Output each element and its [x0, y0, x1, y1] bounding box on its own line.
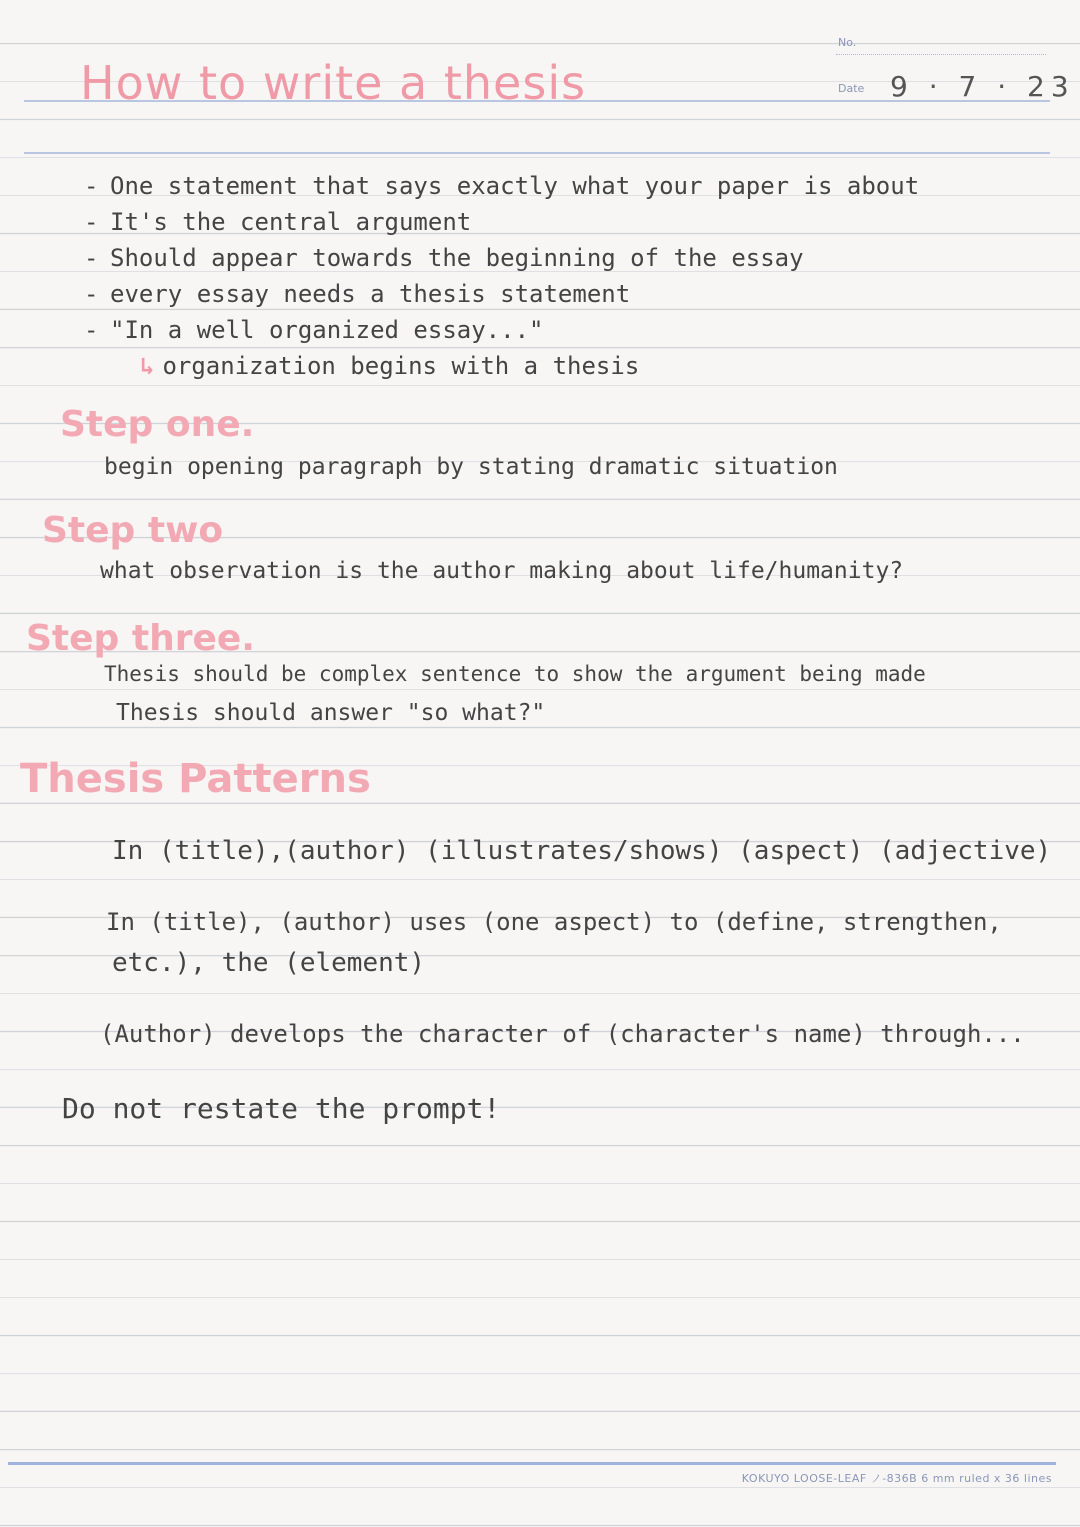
dash-icon: -: [84, 244, 99, 272]
list-item: - One statement that says exactly what your paper is about: [84, 168, 919, 204]
number-line: [836, 54, 1046, 55]
paper-brand: KOKUYO LOOSE-LEAF ノ-836B 6 mm ruled x 36 lines: [741, 1472, 1052, 1485]
dash-icon: -: [84, 280, 99, 308]
step-two-heading: Step two: [42, 510, 224, 551]
date-label: Date: [838, 82, 865, 95]
step-one-text: begin opening paragraph by stating dramatic situation: [104, 454, 838, 480]
number-label: No.: [838, 36, 857, 49]
dash-icon: -: [84, 208, 99, 236]
step-three-text: Thesis should answer "so what?": [116, 700, 546, 726]
list-item: - every essay needs a thesis statement: [84, 276, 919, 312]
pattern-item: In (title), (author) uses (one aspect) to (define, strengthen,: [106, 908, 1002, 936]
step-three-heading: Step three.: [26, 618, 255, 659]
dash-icon: -: [84, 172, 99, 200]
step-one-heading: Step one.: [60, 404, 255, 445]
list-item: - "In a well organized essay...": [84, 312, 919, 348]
arrow-right-icon: ↳: [140, 352, 155, 380]
pattern-item: In (title),(author) (illustrates/shows) (aspect) (adjective): [112, 836, 1052, 866]
page-title: How to write a thesis: [80, 56, 587, 110]
step-three-text: Thesis should be complex sentence to show the argument being made: [104, 662, 926, 686]
thesis-patterns-heading: Thesis Patterns: [20, 756, 371, 802]
pattern-item: (Author) develops the character of (character's name) through...: [100, 1020, 1025, 1048]
pattern-item: etc.), the (element): [112, 948, 426, 978]
list-item: - Should appear towards the beginning of the essay: [84, 240, 919, 276]
reminder-note: Do not restate the prompt!: [62, 1092, 501, 1125]
list-subitem: ↳ organization begins with a thesis: [140, 352, 640, 380]
list-item: - It's the central argument: [84, 204, 919, 240]
header-rule-lower: [24, 152, 1050, 154]
dash-icon: -: [84, 316, 99, 344]
footer-rule: [8, 1462, 1056, 1465]
intro-bullet-list: [84, 168, 919, 384]
date-value: 9 · 7 · 23: [890, 70, 1075, 103]
step-two-text: what observation is the author making about life/humanity?: [100, 558, 904, 584]
